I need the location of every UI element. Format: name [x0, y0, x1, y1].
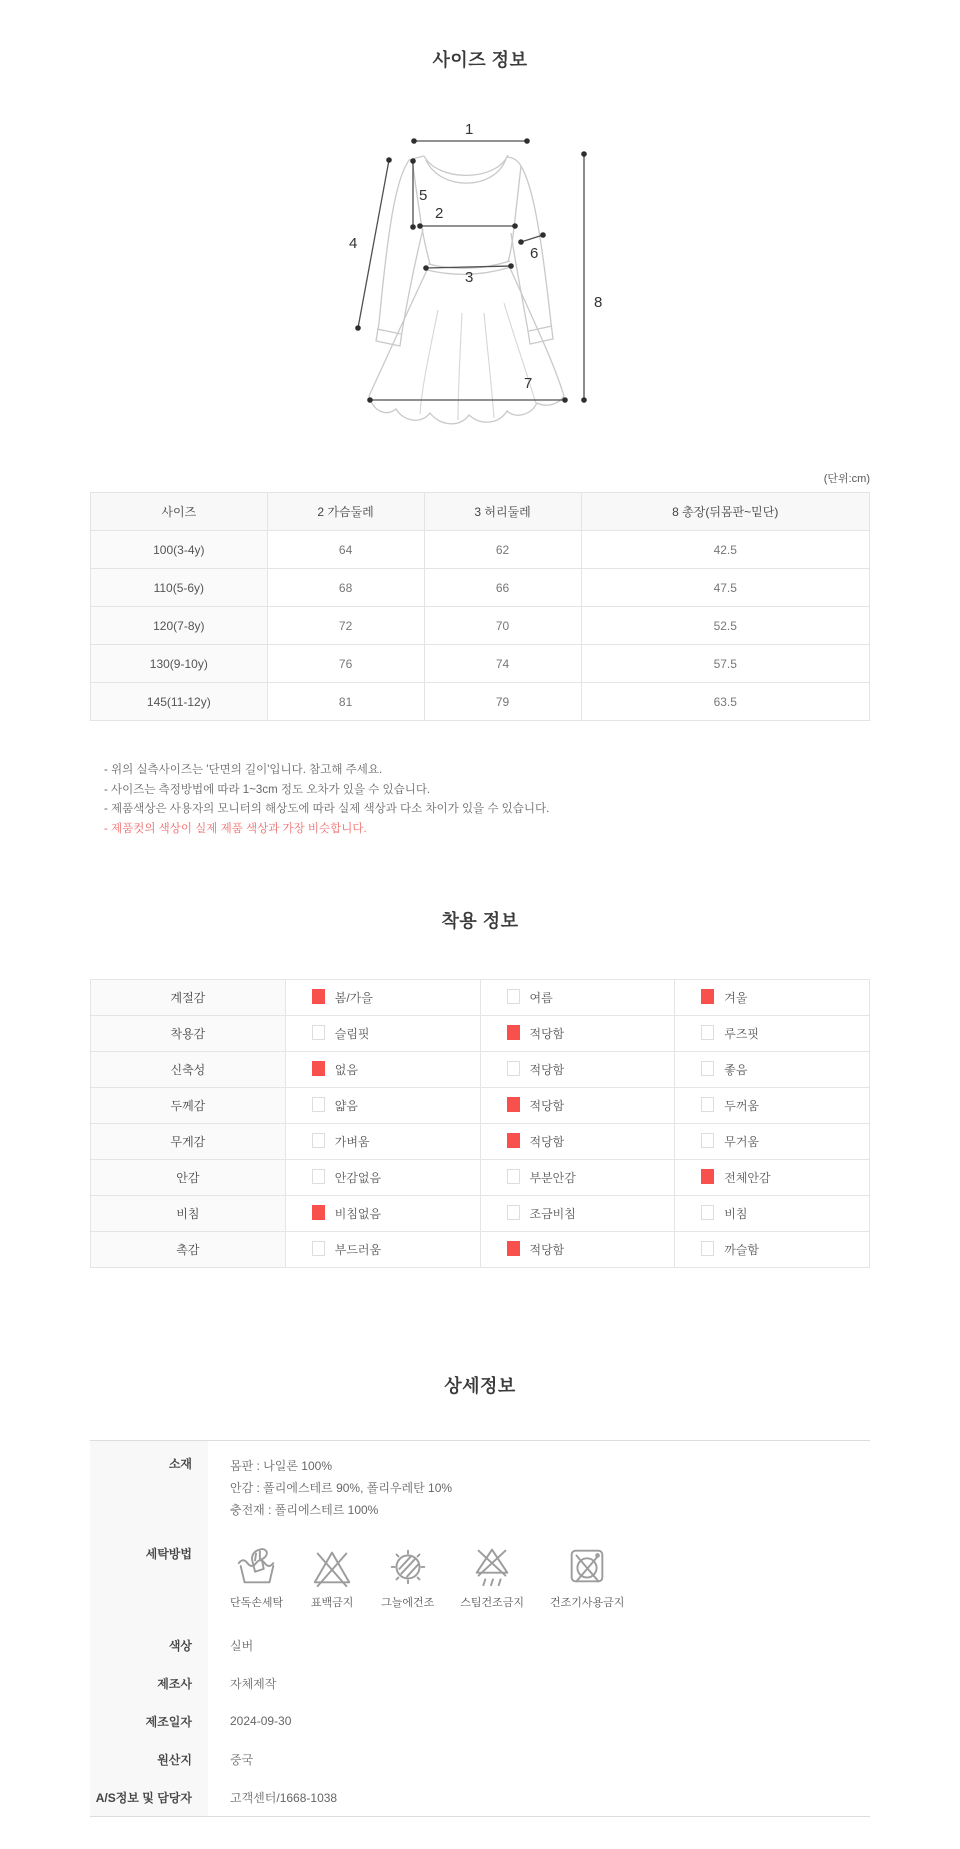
size-value-cell: 57.5	[581, 645, 869, 683]
fit-table-row	[91, 980, 870, 1016]
fit-option-cell	[480, 1232, 675, 1268]
size-table	[90, 492, 870, 721]
detail-label: 소재	[90, 1441, 208, 1533]
fit-option-cell	[675, 1124, 870, 1160]
fit-option-label: 루즈핏	[724, 1027, 760, 1041]
detail-fields	[90, 1626, 870, 1816]
detail-label: 제조일자	[90, 1702, 208, 1740]
wash-icon-label: 건조기사용금지	[550, 1597, 625, 1609]
material-line: 충전재 : 폴리에스테르 100%	[230, 1503, 379, 1517]
svg-text:8: 8	[594, 294, 603, 311]
checkbox-unchecked-icon	[312, 1241, 325, 1256]
size-label-cell: 120(7-8y)	[91, 607, 268, 645]
fit-category-cell: 촉감	[91, 1232, 286, 1268]
wash-icon-label: 표백금지	[310, 1597, 354, 1609]
no-bleach-icon	[309, 1543, 355, 1589]
detail-label: A/S정보 및 담당자	[90, 1778, 208, 1816]
size-value-cell: 52.5	[581, 607, 869, 645]
fit-option-label: 적당함	[529, 1135, 565, 1149]
fit-option-cell	[285, 1196, 480, 1232]
svg-text:6: 6	[530, 245, 539, 262]
fit-option-cell	[480, 1016, 675, 1052]
size-value-cell: 72	[267, 607, 424, 645]
wash-item	[460, 1543, 524, 1610]
size-label-cell: 110(5-6y)	[91, 569, 268, 607]
checkbox-unchecked-icon	[701, 1097, 714, 1112]
fit-table-row	[91, 1016, 870, 1052]
checkbox-checked-icon	[701, 1169, 714, 1184]
svg-text:1: 1	[465, 121, 474, 138]
fit-option-cell	[480, 980, 675, 1016]
wash-icon-label: 그늘에건조	[381, 1597, 435, 1609]
size-column-header: 8 총장(뒤몸판~밑단)	[581, 493, 869, 531]
fit-option-label: 무거움	[724, 1135, 760, 1149]
size-column-header: 사이즈	[91, 493, 268, 531]
fit-option-cell	[480, 1124, 675, 1160]
size-note-line: - 제품색상은 사용자의 모니터의 해상도에 따라 실제 색상과 다소 차이가 있을 수 있습니다.	[104, 803, 550, 815]
checkbox-unchecked-icon	[507, 1061, 520, 1076]
fit-table-row	[91, 1052, 870, 1088]
fit-table-body	[91, 980, 870, 1268]
dress-diagram-svg	[272, 98, 692, 436]
fit-option-label: 겨울	[724, 991, 748, 1005]
checkbox-checked-icon	[507, 1241, 520, 1256]
fit-category-cell: 두께감	[91, 1088, 286, 1124]
size-value-cell: 42.5	[581, 531, 869, 569]
wash-icons	[230, 1543, 870, 1610]
fit-option-label: 까슬함	[724, 1243, 760, 1257]
detail-row	[90, 1702, 870, 1740]
fit-option-label: 없음	[334, 1063, 358, 1077]
fit-category-cell: 착용감	[91, 1016, 286, 1052]
checkbox-unchecked-icon	[701, 1205, 714, 1220]
wash-icon-label: 스팀건조금지	[460, 1597, 525, 1609]
wash-item	[230, 1543, 283, 1610]
size-value-cell: 63.5	[581, 683, 869, 721]
detail-value: 2024-09-30	[230, 1714, 292, 1728]
fit-option-cell	[480, 1160, 675, 1196]
unit-label: (단위:cm)	[823, 473, 870, 485]
size-value-cell: 70	[424, 607, 581, 645]
fit-option-cell	[480, 1088, 675, 1124]
fit-option-cell	[285, 1016, 480, 1052]
fit-option-label: 조금비침	[529, 1207, 576, 1221]
skirt-fold-lines	[420, 303, 536, 420]
fit-option-label: 여름	[529, 991, 553, 1005]
detail-value: 중국	[230, 1752, 254, 1767]
checkbox-unchecked-icon	[312, 1025, 325, 1040]
fit-category-cell: 안감	[91, 1160, 286, 1196]
shade-dry-icon	[385, 1543, 431, 1589]
dress-outline	[369, 155, 564, 424]
fit-option-label: 적당함	[529, 1243, 565, 1257]
fit-option-label: 좋음	[724, 1063, 748, 1077]
size-label-cell: 130(9-10y)	[91, 645, 268, 683]
size-value-cell: 66	[424, 569, 581, 607]
checkbox-unchecked-icon	[507, 1169, 520, 1184]
fit-option-cell	[675, 1160, 870, 1196]
fit-option-label: 적당함	[529, 1063, 565, 1077]
checkbox-checked-icon	[507, 1097, 520, 1112]
checkbox-checked-icon	[312, 1061, 325, 1076]
fit-option-cell	[285, 1088, 480, 1124]
size-value-cell: 64	[267, 531, 424, 569]
size-value-cell: 62	[424, 531, 581, 569]
svg-text:2: 2	[435, 205, 444, 222]
fit-option-cell	[675, 1196, 870, 1232]
fit-option-cell	[285, 980, 480, 1016]
fit-option-label: 두꺼움	[724, 1099, 760, 1113]
no-steam-dry-icon	[469, 1543, 515, 1589]
fit-option-label: 적당함	[529, 1027, 565, 1041]
fit-option-label: 봄/가을	[334, 991, 373, 1005]
fit-option-label: 가벼움	[334, 1135, 370, 1149]
fit-option-label: 비침	[724, 1207, 748, 1221]
detail-value: 고객센터/1668-1038	[230, 1790, 338, 1805]
wash-item	[550, 1543, 624, 1610]
size-table-row	[91, 683, 870, 721]
detail-table	[90, 1440, 870, 1817]
detail-value	[208, 1441, 870, 1533]
wash-item	[381, 1543, 434, 1610]
detail-info-title: 상세정보	[444, 1376, 516, 1396]
detail-row	[90, 1626, 870, 1664]
fit-category-cell: 비침	[91, 1196, 286, 1232]
fit-table-row	[91, 1160, 870, 1196]
dress-measurement-diagram	[0, 98, 960, 436]
size-value-cell: 74	[424, 645, 581, 683]
checkbox-checked-icon	[507, 1133, 520, 1148]
fit-category-cell: 계절감	[91, 980, 286, 1016]
checkbox-unchecked-icon	[701, 1025, 714, 1040]
size-value-cell: 81	[267, 683, 424, 721]
material-line: 몸판 : 나일론 100%	[230, 1459, 332, 1473]
fit-option-cell	[480, 1052, 675, 1088]
fit-option-cell	[675, 980, 870, 1016]
fit-table-row	[91, 1232, 870, 1268]
size-table-row	[91, 645, 870, 683]
checkbox-unchecked-icon	[312, 1133, 325, 1148]
fit-option-cell	[675, 1088, 870, 1124]
fit-option-cell	[480, 1196, 675, 1232]
material-line: 안감 : 폴리에스테르 90%, 폴리우레탄 10%	[230, 1481, 453, 1495]
size-table-row	[91, 569, 870, 607]
size-column-header: 2 가슴둘레	[267, 493, 424, 531]
fit-category-cell: 신축성	[91, 1052, 286, 1088]
checkbox-unchecked-icon	[701, 1061, 714, 1076]
svg-text:3: 3	[465, 269, 474, 286]
size-note-line: - 위의 실측사이즈는 '단면의 길이'입니다. 참고해 주세요.	[104, 764, 383, 776]
size-note-line: - 제품컷의 색상이 실제 제품 색상과 가장 비슷합니다.	[104, 822, 367, 835]
fit-option-label: 슬림핏	[334, 1027, 370, 1041]
size-label-cell: 145(11-12y)	[91, 683, 268, 721]
size-label-cell: 100(3-4y)	[91, 531, 268, 569]
checkbox-checked-icon	[312, 1205, 325, 1220]
fit-table-row	[91, 1088, 870, 1124]
checkbox-checked-icon	[701, 989, 714, 1004]
checkbox-unchecked-icon	[701, 1241, 714, 1256]
fit-category-cell: 무게감	[91, 1124, 286, 1160]
hand-wash-icon	[234, 1543, 280, 1589]
detail-label: 원산지	[90, 1740, 208, 1778]
detail-label: 제조사	[90, 1664, 208, 1702]
checkbox-checked-icon	[507, 1025, 520, 1040]
detail-row	[90, 1778, 870, 1816]
size-value-cell: 47.5	[581, 569, 869, 607]
wash-item	[309, 1543, 355, 1610]
no-tumble-dry-icon	[564, 1543, 610, 1589]
svg-text:7: 7	[524, 375, 533, 392]
fit-option-label: 적당함	[529, 1099, 565, 1113]
fit-option-cell	[285, 1232, 480, 1268]
fit-option-label: 비침없음	[334, 1207, 382, 1221]
detail-label: 세탁방법	[90, 1533, 208, 1626]
fit-option-label: 부드러움	[334, 1243, 382, 1257]
size-value-cell: 79	[424, 683, 581, 721]
checkbox-unchecked-icon	[507, 989, 520, 1004]
size-table-body	[91, 531, 870, 721]
fit-option-cell	[285, 1160, 480, 1196]
fit-option-cell	[675, 1016, 870, 1052]
checkbox-unchecked-icon	[312, 1169, 325, 1184]
detail-row	[90, 1664, 870, 1702]
detail-label: 색상	[90, 1626, 208, 1664]
checkbox-unchecked-icon	[507, 1205, 520, 1220]
fit-option-cell	[675, 1232, 870, 1268]
fit-option-label: 안감없음	[334, 1171, 382, 1185]
wash-icon-label: 단독손세탁	[230, 1597, 284, 1609]
svg-text:5: 5	[419, 187, 428, 204]
size-table-header-row	[91, 493, 870, 531]
fit-option-cell	[675, 1052, 870, 1088]
fit-option-cell	[285, 1052, 480, 1088]
checkbox-unchecked-icon	[701, 1133, 714, 1148]
fit-table-row	[91, 1124, 870, 1160]
fit-option-cell	[285, 1124, 480, 1160]
checkbox-unchecked-icon	[312, 1097, 325, 1112]
detail-value: 실버	[230, 1638, 254, 1653]
size-table-row	[91, 607, 870, 645]
fit-option-label: 전체안감	[724, 1171, 771, 1185]
size-note-line: - 사이즈는 측정방법에 따라 1~3cm 정도 오차가 있을 수 있습니다.	[104, 783, 431, 796]
fit-option-label: 얇음	[334, 1099, 358, 1113]
detail-row	[90, 1740, 870, 1778]
size-column-header: 3 허리둘레	[424, 493, 581, 531]
size-notes	[104, 761, 870, 839]
checkbox-checked-icon	[312, 989, 325, 1004]
detail-value: 자체제작	[230, 1676, 277, 1691]
fit-option-label: 부분안감	[529, 1171, 576, 1185]
size-value-cell: 76	[267, 645, 424, 683]
fit-info-title: 착용 정보	[441, 911, 519, 931]
size-info-title: 사이즈 정보	[432, 50, 528, 70]
size-table-row	[91, 531, 870, 569]
detail-row-material	[90, 1441, 870, 1533]
fit-table	[90, 979, 870, 1268]
size-value-cell: 68	[267, 569, 424, 607]
detail-row-wash	[90, 1533, 870, 1626]
fit-table-row	[91, 1196, 870, 1232]
svg-text:4: 4	[349, 235, 358, 252]
